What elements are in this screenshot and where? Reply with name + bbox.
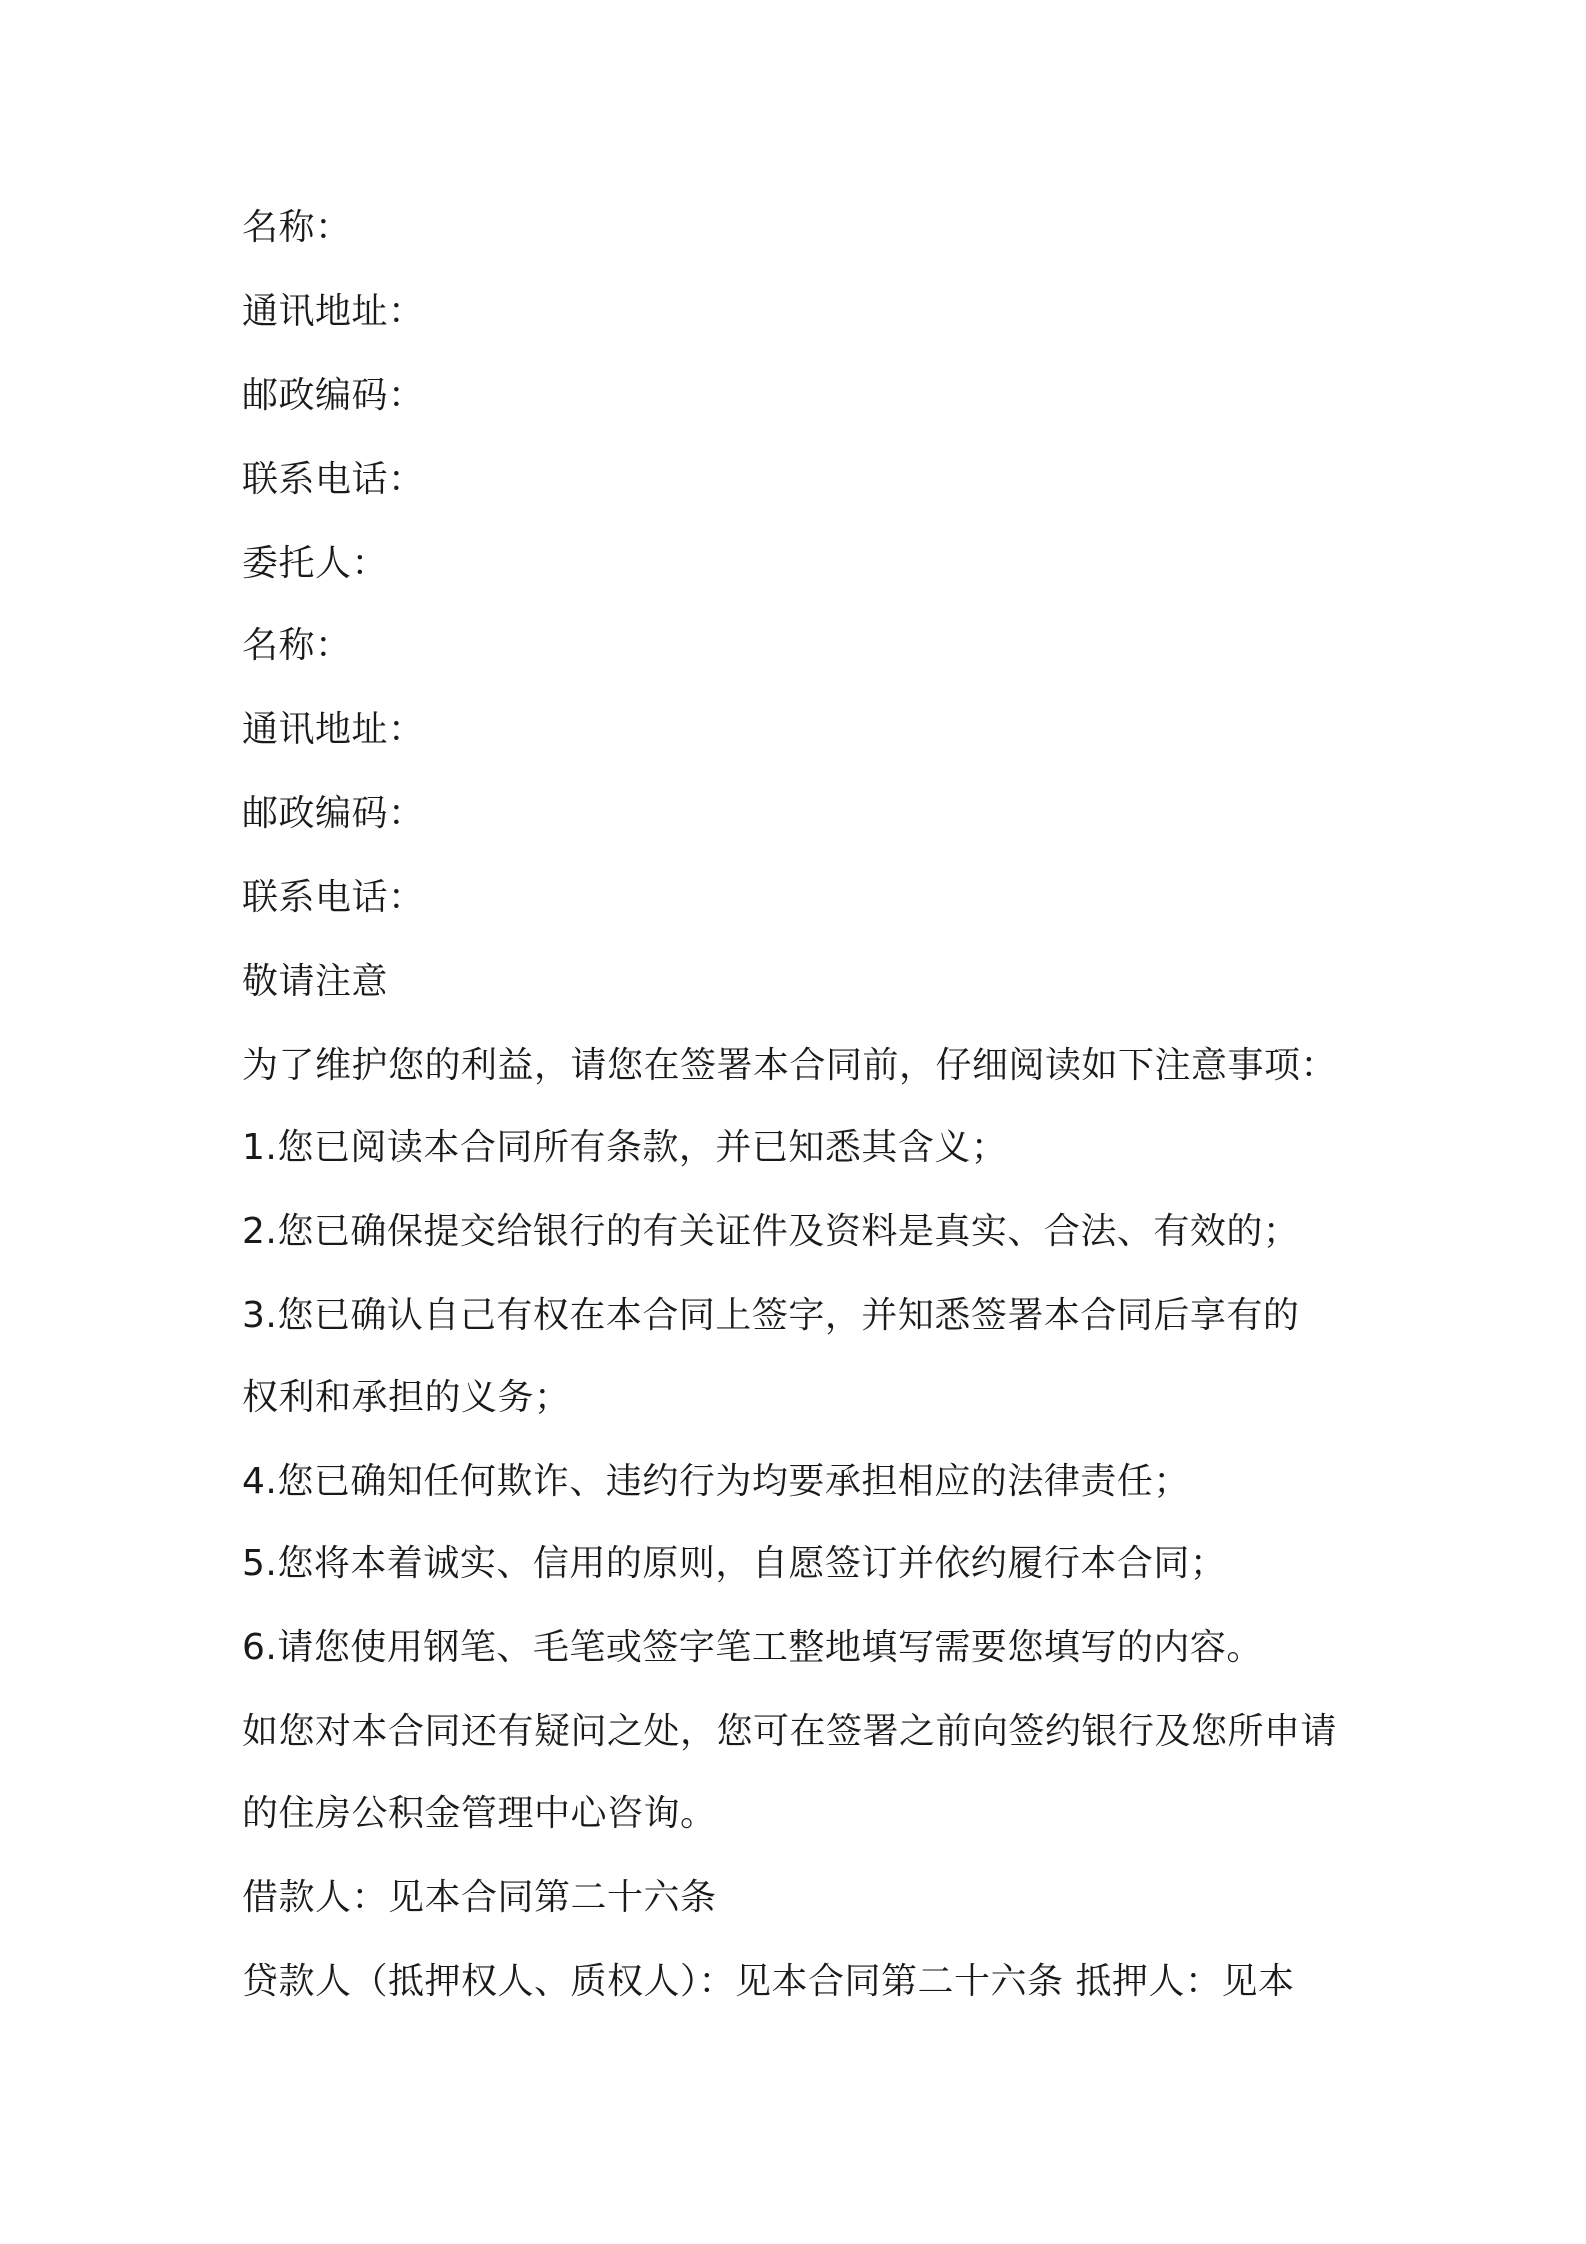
field-name-1: 名称： (242, 207, 352, 248)
notice-item-2: 2.您已确保提交给银行的有关证件及资料是真实、合法、有效的； (242, 1211, 1300, 1252)
field-name-2: 名称： (242, 625, 352, 666)
notice-item-4: 4.您已确知任何欺诈、违约行为均要承担相应的法律责任； (242, 1461, 1190, 1502)
notice-item-5: 5.您将本着诚实、信用的原则，自愿签订并依约履行本合同； (242, 1543, 1227, 1584)
notice-item-1: 1.您已阅读本合同所有条款，并已知悉其含义； (242, 1127, 1008, 1168)
notice-heading: 敬请注意 (242, 961, 389, 1002)
field-postcode-1: 邮政编码： (242, 375, 425, 416)
notice-item-3: 3.您已确认自己有权在本合同上签字，并知悉签署本合同后享有的 (242, 1295, 1300, 1336)
notice-item-3-cont: 权利和承担的义务； (242, 1377, 571, 1418)
borrower-line: 借款人：见本合同第二十六条 (242, 1877, 717, 1918)
field-address-1: 通讯地址： (242, 291, 425, 332)
lender-line: 贷款人（抵押权人、质权人）：见本合同第二十六条 抵押人：见本 (242, 1961, 1295, 2002)
field-address-2: 通讯地址： (242, 709, 425, 750)
notice-intro: 为了维护您的利益，请您在签署本合同前，仔细阅读如下注意事项： (242, 1045, 1338, 1086)
inquiry-paragraph-cont: 的住房公积金管理中心咨询。 (242, 1793, 717, 1834)
field-phone-1: 联系电话： (242, 459, 425, 500)
field-phone-2: 联系电话： (242, 877, 425, 918)
inquiry-paragraph: 如您对本合同还有疑问之处，您可在签署之前向签约银行及您所申请 (242, 1711, 1338, 1752)
notice-item-6: 6.请您使用钢笔、毛笔或签字笔工整地填写需要您填写的内容。 (242, 1627, 1263, 1668)
section-heading-principal: 委托人： (242, 543, 389, 584)
field-postcode-2: 邮政编码： (242, 793, 425, 834)
